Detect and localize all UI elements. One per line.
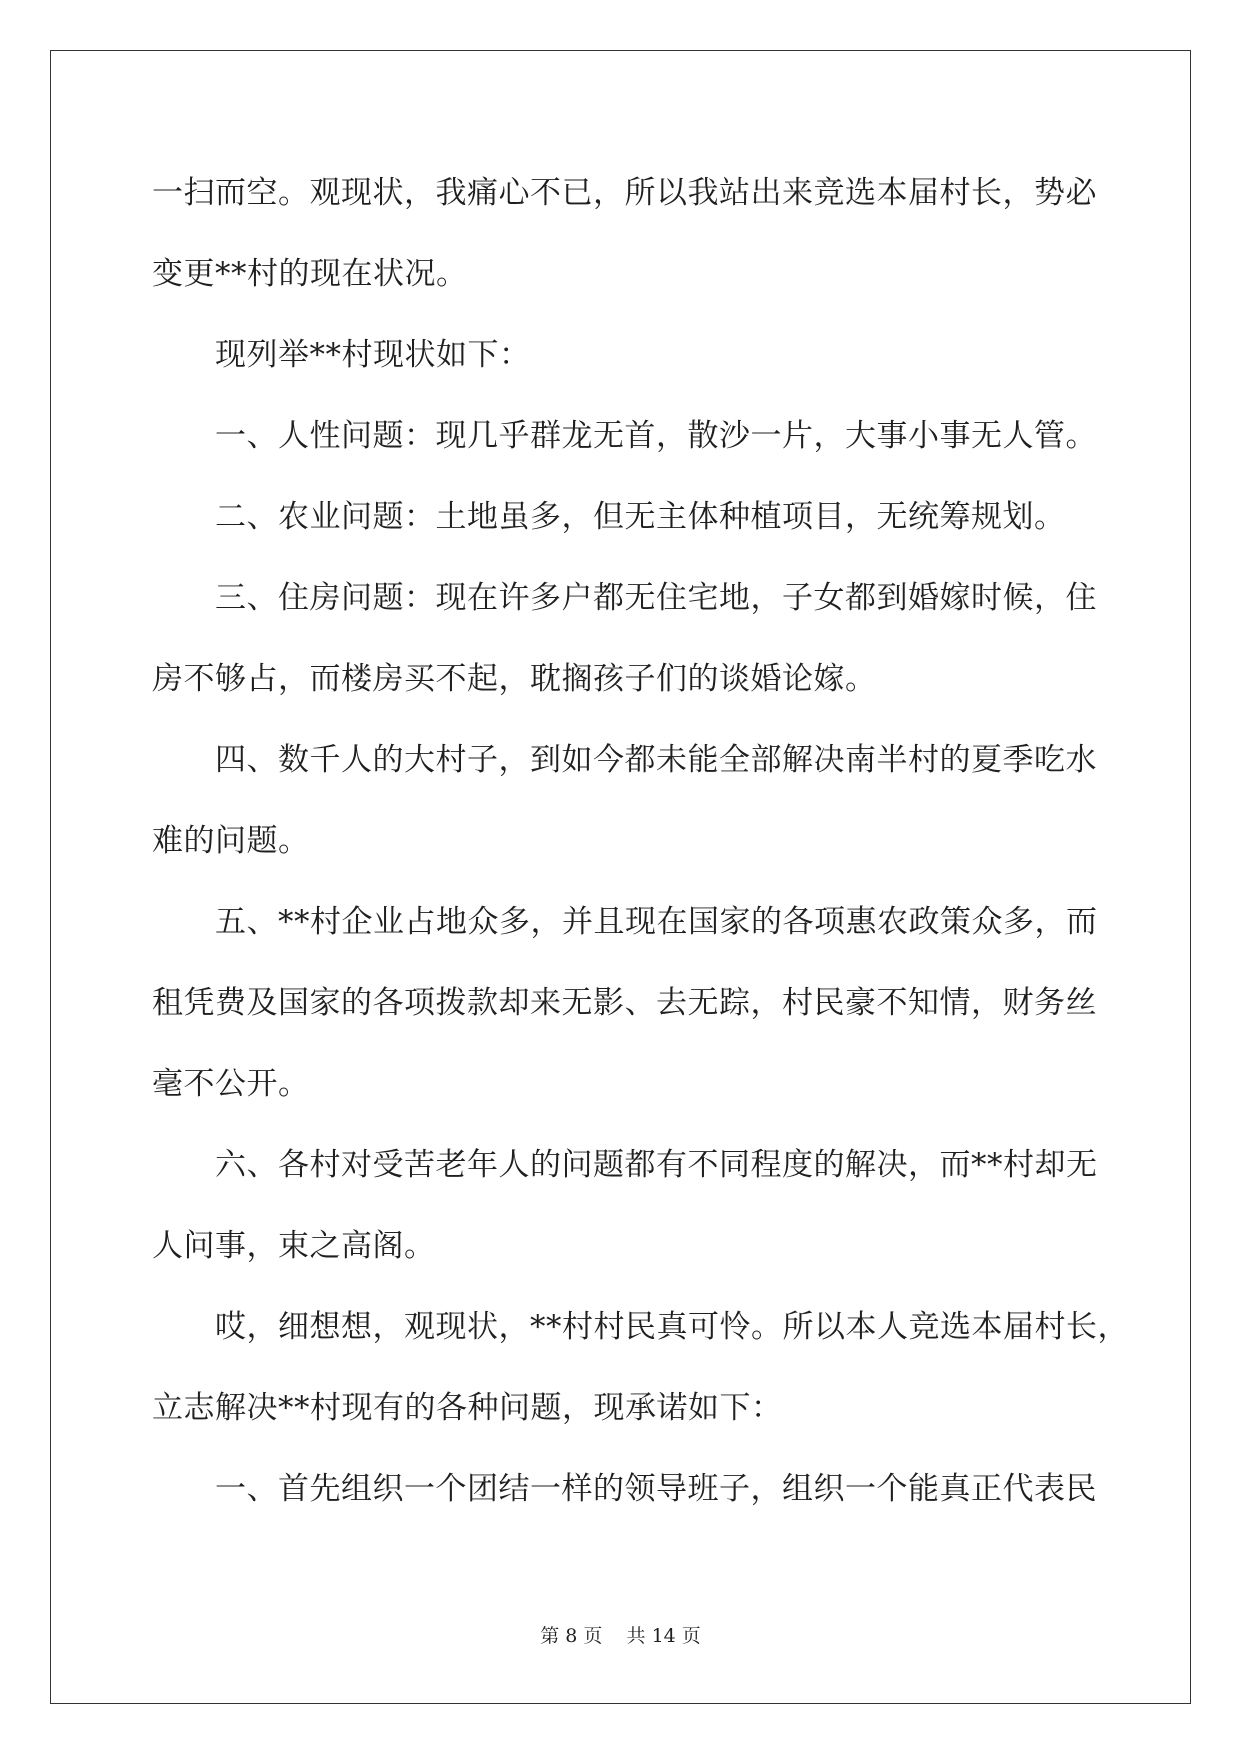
page-footer [0, 1621, 1241, 1648]
document-body [152, 153, 1129, 1530]
text-line: 一、人性问题：现几乎群龙无首，散沙一片，大事小事无人管。 [215, 418, 1097, 454]
text-line: 六、各村对受苦老年人的问题都有不同程度的解决，而**村却无 [215, 1147, 1098, 1183]
text-line: 立志解决**村现有的各种问题，现承诺如下： [152, 1390, 783, 1426]
text-line: 三、住房问题：现在许多户都无住宅地，子女都到婚嫁时候，住 [215, 580, 1097, 616]
text-line: 二、农业问题：土地虽多，但无主体种植项目，无统筹规划。 [215, 499, 1066, 535]
text-line: 一扫而空。观现状，我痛心不已，所以我站出来竞选本届村长，势必 [152, 175, 1097, 211]
text-line: 五、**村企业占地众多，并且现在国家的各项惠农政策众多，而 [215, 904, 1098, 940]
page-total: 共 14 页 [626, 1625, 701, 1647]
text-line: 租凭费及国家的各项拨款却来无影、去无踪，村民豪不知情，财务丝 [152, 985, 1097, 1021]
text-line: 毫不公开。 [152, 1066, 310, 1102]
text-line: 哎，细想想，观现状，**村村民真可怜。所以本人竞选本届村长， [215, 1309, 1129, 1345]
page-number: 第 8 页 [540, 1625, 603, 1647]
text-line: 一、首先组织一个团结一样的领导班子，组织一个能真正代表民 [215, 1471, 1097, 1507]
text-line: 四、数千人的大村子，到如今都未能全部解决南半村的夏季吃水 [215, 742, 1097, 778]
text-line: 难的问题。 [152, 823, 310, 859]
text-line: 人问事，束之高阁。 [152, 1228, 436, 1264]
text-line: 房不够占，而楼房买不起，耽搁孩子们的谈婚论嫁。 [152, 661, 877, 697]
text-line: 变更**村的现在状况。 [152, 256, 468, 292]
text-line: 现列举**村现状如下： [215, 337, 531, 373]
